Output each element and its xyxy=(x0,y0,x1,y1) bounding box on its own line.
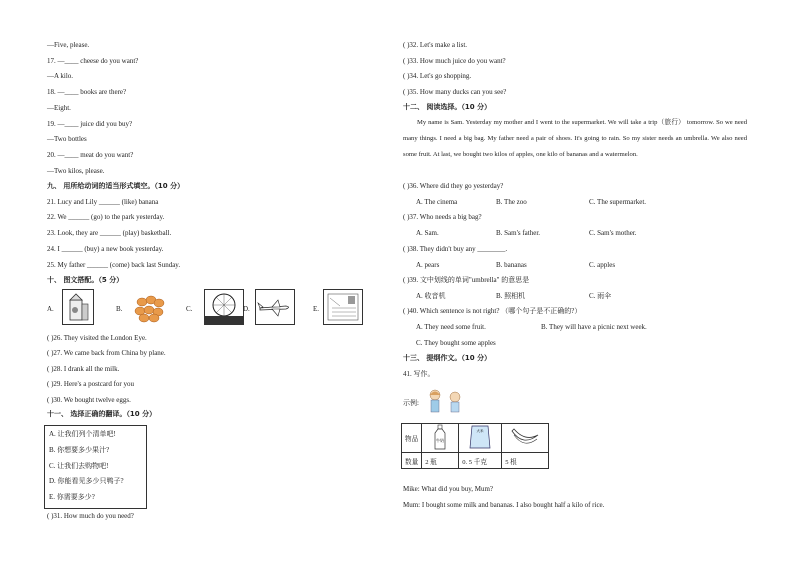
question-36: ( )36. Where did they go yesterday? xyxy=(403,182,504,190)
q39-option-c: C. 雨伞 xyxy=(589,292,612,300)
answer-line: —Two kilos, please. xyxy=(47,167,105,175)
dialog-mike: Mike: What did you buy, Mum? xyxy=(403,485,494,493)
pic-label-d: D. xyxy=(243,305,250,313)
answer-line: —Eight. xyxy=(47,104,71,112)
answer-line: —Five, please. xyxy=(47,41,90,49)
question-24: 24. I ______ (buy) a new book yesterday. xyxy=(47,245,164,253)
q37-option-c: C. Sam's mother. xyxy=(589,229,637,237)
q39-option-a: A. 收音机 xyxy=(416,292,446,300)
question-26: ( )26. They visited the London Eye. xyxy=(47,334,147,342)
question-22: 22. We ______ (go) to the park yesterday. xyxy=(47,213,165,221)
children-icon xyxy=(425,388,467,418)
choice-b: B. 你想要多少果汁? xyxy=(49,446,110,454)
q38-option-a: A. pears xyxy=(416,261,440,269)
postcard-icon xyxy=(323,289,363,325)
choice-c: C. 让我们去购物吧! xyxy=(49,462,109,470)
qty-rice: 0. 5 千克 xyxy=(459,453,502,469)
question-32: ( )32. Let's make a list. xyxy=(403,41,468,49)
question-38: ( )38. They didn't buy any ________. xyxy=(403,245,508,253)
question-31: ( )31. How much do you need? xyxy=(47,512,134,520)
choice-d: D. 你能看见多少只鸭子? xyxy=(49,477,124,485)
choice-a: A. 让我们列个清单吧! xyxy=(49,430,116,438)
section-9-title: 九、 用所给动词的适当形式填空。（10 分） xyxy=(47,182,185,190)
rice-bag-icon xyxy=(459,424,502,453)
rice-label: 大米 xyxy=(476,429,484,433)
question-23: 23. Look, they are ______ (play) basketball. xyxy=(47,229,172,237)
question-19: 19. —____ juice did you buy? xyxy=(47,120,133,128)
pic-label-e: E. xyxy=(313,305,320,313)
qty-bananas: 5 根 xyxy=(502,453,549,469)
dialog-mum: Mum: I bought some milk and bananas. I also bought half a kilo of rice. xyxy=(403,501,605,509)
q40-option-c: C. They bought some apples xyxy=(416,339,496,347)
banana-icon xyxy=(502,424,549,453)
question-21: 21. Lucy and Lily ______ (like) banana xyxy=(47,198,159,206)
question-17: 17. —____ cheese do you want? xyxy=(47,57,139,65)
question-27: ( )27. We came back from China by plane. xyxy=(47,349,166,357)
pic-label-a: A. xyxy=(47,305,54,313)
question-35: ( )35. How many ducks can you see? xyxy=(403,88,507,96)
answer-line: —Two bottles xyxy=(47,135,87,143)
question-18: 18. —____ books are there? xyxy=(47,88,127,96)
section-11-title: 十一、 选择正确的翻译。（10 分） xyxy=(47,410,157,418)
london-eye-icon xyxy=(204,289,244,325)
q36-option-b: B. The zoo xyxy=(496,198,527,206)
q38-option-b: B. bananas xyxy=(496,261,527,269)
pic-label-c: C. xyxy=(186,305,193,313)
answer-line: —A kilo. xyxy=(47,72,74,80)
q37-option-b: B. Sam's father. xyxy=(496,229,541,237)
question-33: ( )33. How much juice do you want? xyxy=(403,57,506,65)
question-28: ( )28. I drank all the milk. xyxy=(47,365,120,373)
question-20: 20. —____ meat do you want? xyxy=(47,151,134,159)
q37-option-a: A. Sam. xyxy=(416,229,439,237)
reading-passage: My name is Sam. Yesterday my mother and I went to the supermarket. We will take a trip（旅行） tomorrow. So we need many things. I need a big bag. My father need a pair of shoes. It's going to rain. So my sister needs an umbrella. We also need some fruit. At last, we bought two kilos of apples, one kilo of bananas and a watermelon. xyxy=(403,119,747,158)
question-40: ( )40. Which sentence is not right? （哪个句子是不正确的?） xyxy=(403,307,582,315)
q40-option-a: A. They need some fruit. xyxy=(416,323,486,331)
example-label: 示例: xyxy=(403,399,419,407)
section-10-title: 十、 图文搭配。（5 分） xyxy=(47,276,124,284)
section-13-title: 十三、 提纲作文。（10 分） xyxy=(403,354,492,362)
translation-choices-box xyxy=(44,425,147,509)
question-34: ( )34. Let's go shopping. xyxy=(403,72,472,80)
qty-milk: 2 瓶 xyxy=(422,453,459,469)
q36-option-a: A. The cinema xyxy=(416,198,458,206)
q38-option-c: C. apples xyxy=(589,261,616,269)
question-29: ( )29. Here's a postcard for you xyxy=(47,380,134,388)
section-12-title: 十二、 阅读选择。（10 分） xyxy=(403,103,492,111)
milk-carton-icon xyxy=(62,289,94,325)
milk-bottle-icon xyxy=(422,424,459,453)
question-25: 25. My father ______ (come) back last Sunday. xyxy=(47,261,181,269)
question-37: ( )37. Who needs a big bag? xyxy=(403,213,482,221)
shopping-table xyxy=(401,423,549,469)
choice-e: E. 你需要多少? xyxy=(49,493,95,501)
question-39: ( )39. 文中划线的单词"umbrella" 的意思是 xyxy=(403,276,530,284)
milk-label: 牛奶 xyxy=(436,438,445,443)
question-41: 41. 写作。 xyxy=(403,370,435,378)
q36-option-c: C. The supermarket. xyxy=(589,198,647,206)
q40-option-b: B. They will have a picnic next week. xyxy=(541,323,647,331)
table-header-quantity: 数量 xyxy=(402,453,422,469)
q39-option-b: B. 照相机 xyxy=(496,292,526,300)
plane-icon xyxy=(255,289,295,325)
question-30: ( )30. We bought twelve eggs. xyxy=(47,396,131,404)
table-header-items: 物品 xyxy=(402,424,422,453)
eggs-icon xyxy=(131,289,163,325)
pic-label-b: B. xyxy=(116,305,123,313)
